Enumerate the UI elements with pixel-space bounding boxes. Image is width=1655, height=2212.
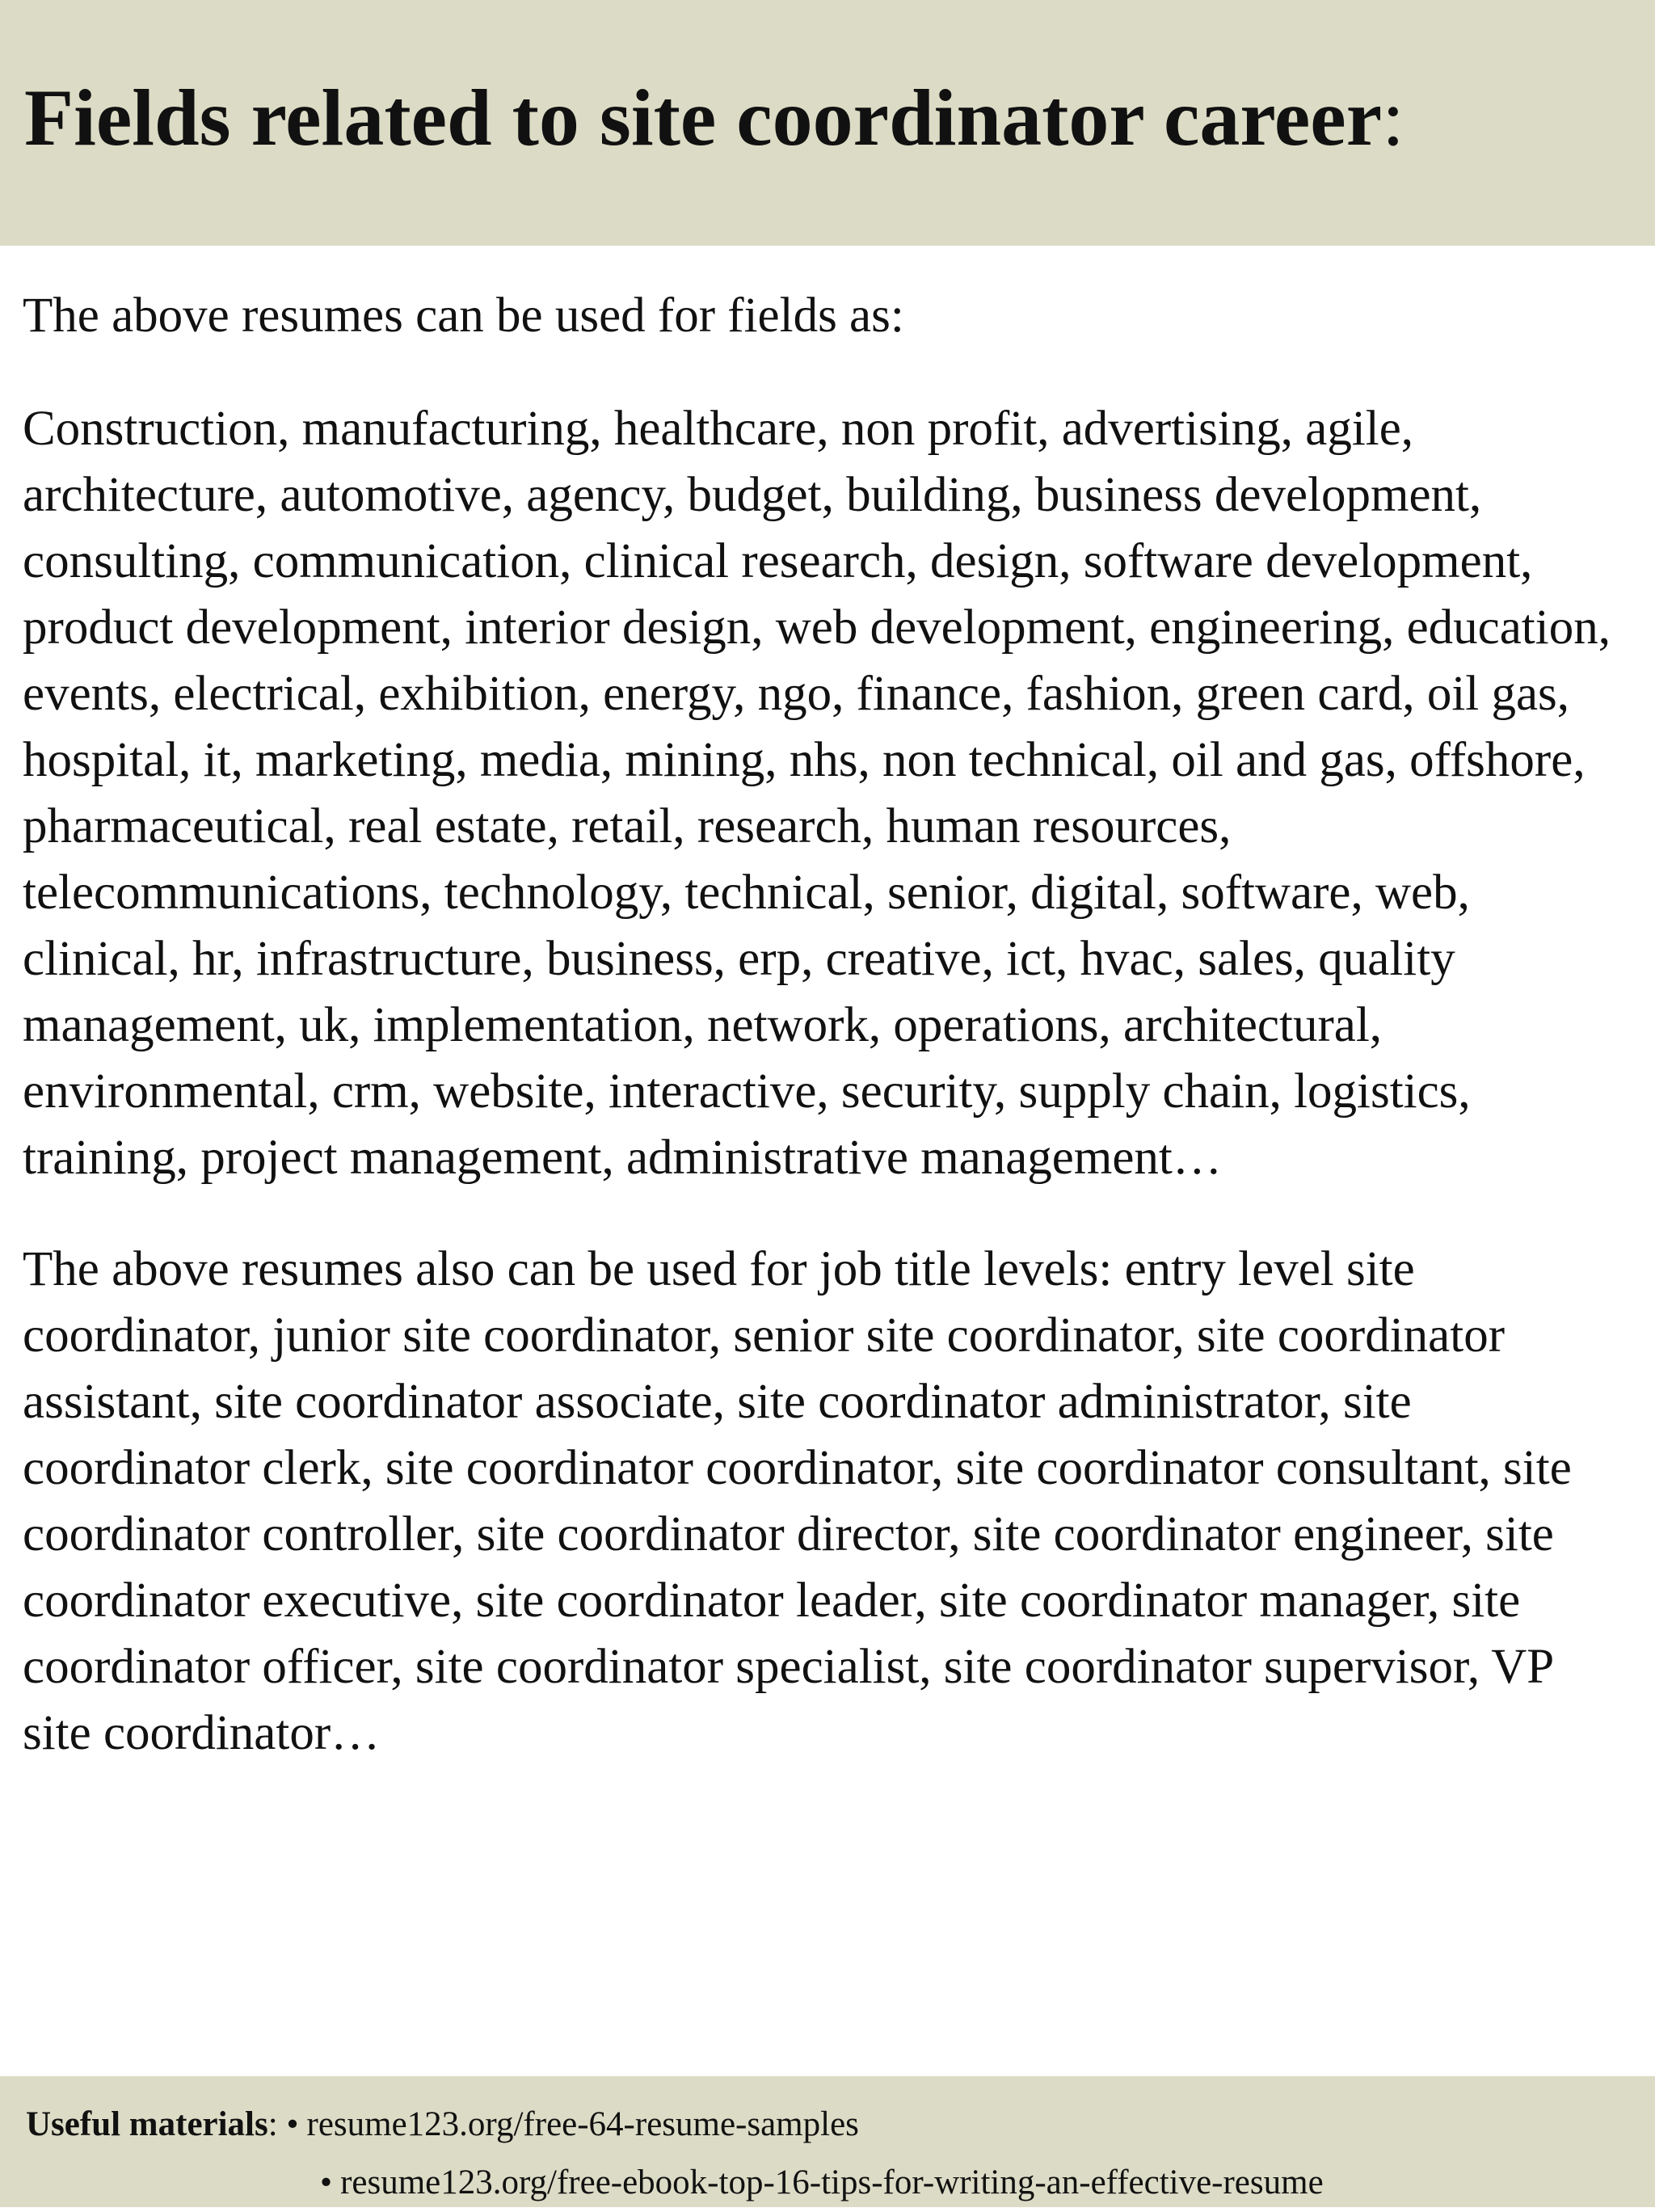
page-title-text: Fields related to site coordinator career <box>24 73 1383 162</box>
indent-spacer <box>26 2154 320 2212</box>
useful-materials-row-1 <box>26 2096 1324 2154</box>
bullet-icon: • <box>320 2164 333 2201</box>
job-levels-text: The above resumes also can be used for job title levels: entry level site coordinator, junior site coordinator, senior site coordinator, site coordinator assistant, site coordinator associate, site coordinator administrator, site coordinator clerk, site coordinator coordinator, site coordinator consultant, site coordinator controller, site coordinator director, site coordinator engineer, site coordinator executive, site coordinator leader, site coordinator manager, site coordinator officer, site coordinator specialist, site coordinator supervisor, VP site coordinator… <box>23 1242 1572 1760</box>
bullet-icon: • <box>286 2105 299 2143</box>
link-resume-samples[interactable]: resume123.org/free-64-resume-samples <box>306 2105 859 2143</box>
useful-materials-label: Useful materials <box>26 2105 268 2143</box>
footer-band <box>0 2076 1655 2207</box>
main-content <box>23 283 1632 1812</box>
useful-materials-label-separator: : <box>267 2105 287 2143</box>
fields-list-text: Construction, manufacturing, healthcare, non profit, advertising, agile, architecture, automotive, agency, budget, building, business development, consulting, communication, clinical research, design, software development, product development, interior design, web development, engineering, education, events, electrical, exhibition, energy, ngo, finance, fashion, green card, oil gas, hospital, it, marketing, media, mining, nhs, non technical, oil and gas, offshore, pharmaceutical, real estate, retail, research, human resources, telecommunications, technology, technical, senior, digital, software, web, clinical, hr, infrastructure, business, erp, creative, ict, hvac, sales, quality management, uk, implementation, network, operations, architectural, environmental, crm, website, interactive, security, supply chain, logistics, training, project management, administrative management… <box>23 402 1611 1185</box>
page-title-colon: : <box>1382 73 1404 162</box>
page-title <box>24 73 1404 162</box>
useful-materials-row-2 <box>26 2154 1324 2212</box>
useful-materials <box>26 2096 1324 2212</box>
link-ebook-tips[interactable]: resume123.org/free-ebook-top-16-tips-for-writing-an-effective-resume <box>340 2164 1324 2201</box>
intro-text: The above resumes can be used for fields as: <box>23 289 904 343</box>
header-band <box>0 0 1655 246</box>
